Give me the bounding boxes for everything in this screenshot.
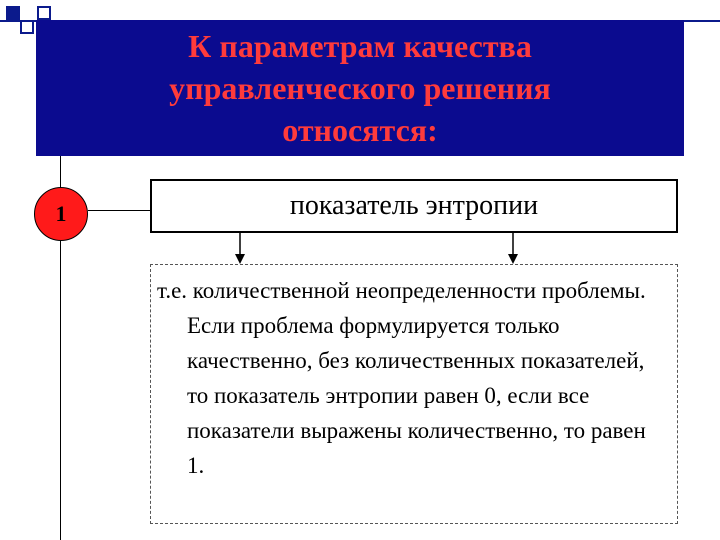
arrow-right: [508, 233, 518, 264]
arrow-left: [235, 233, 245, 264]
slide-title-text: К параметрам качества управленческого решения относятся:: [169, 28, 551, 148]
description-text: т.е. количественной неопределенности проблемы. Если проблема формулируется только качественно, без количественных показателей, то показатель энтропии равен 0, если все показатели выражены количественно, то равен 1.: [157, 278, 646, 478]
item-number-badge: 1: [34, 187, 88, 241]
parameter-label: показатель энтропии: [289, 190, 539, 221]
description-box: [150, 264, 678, 524]
